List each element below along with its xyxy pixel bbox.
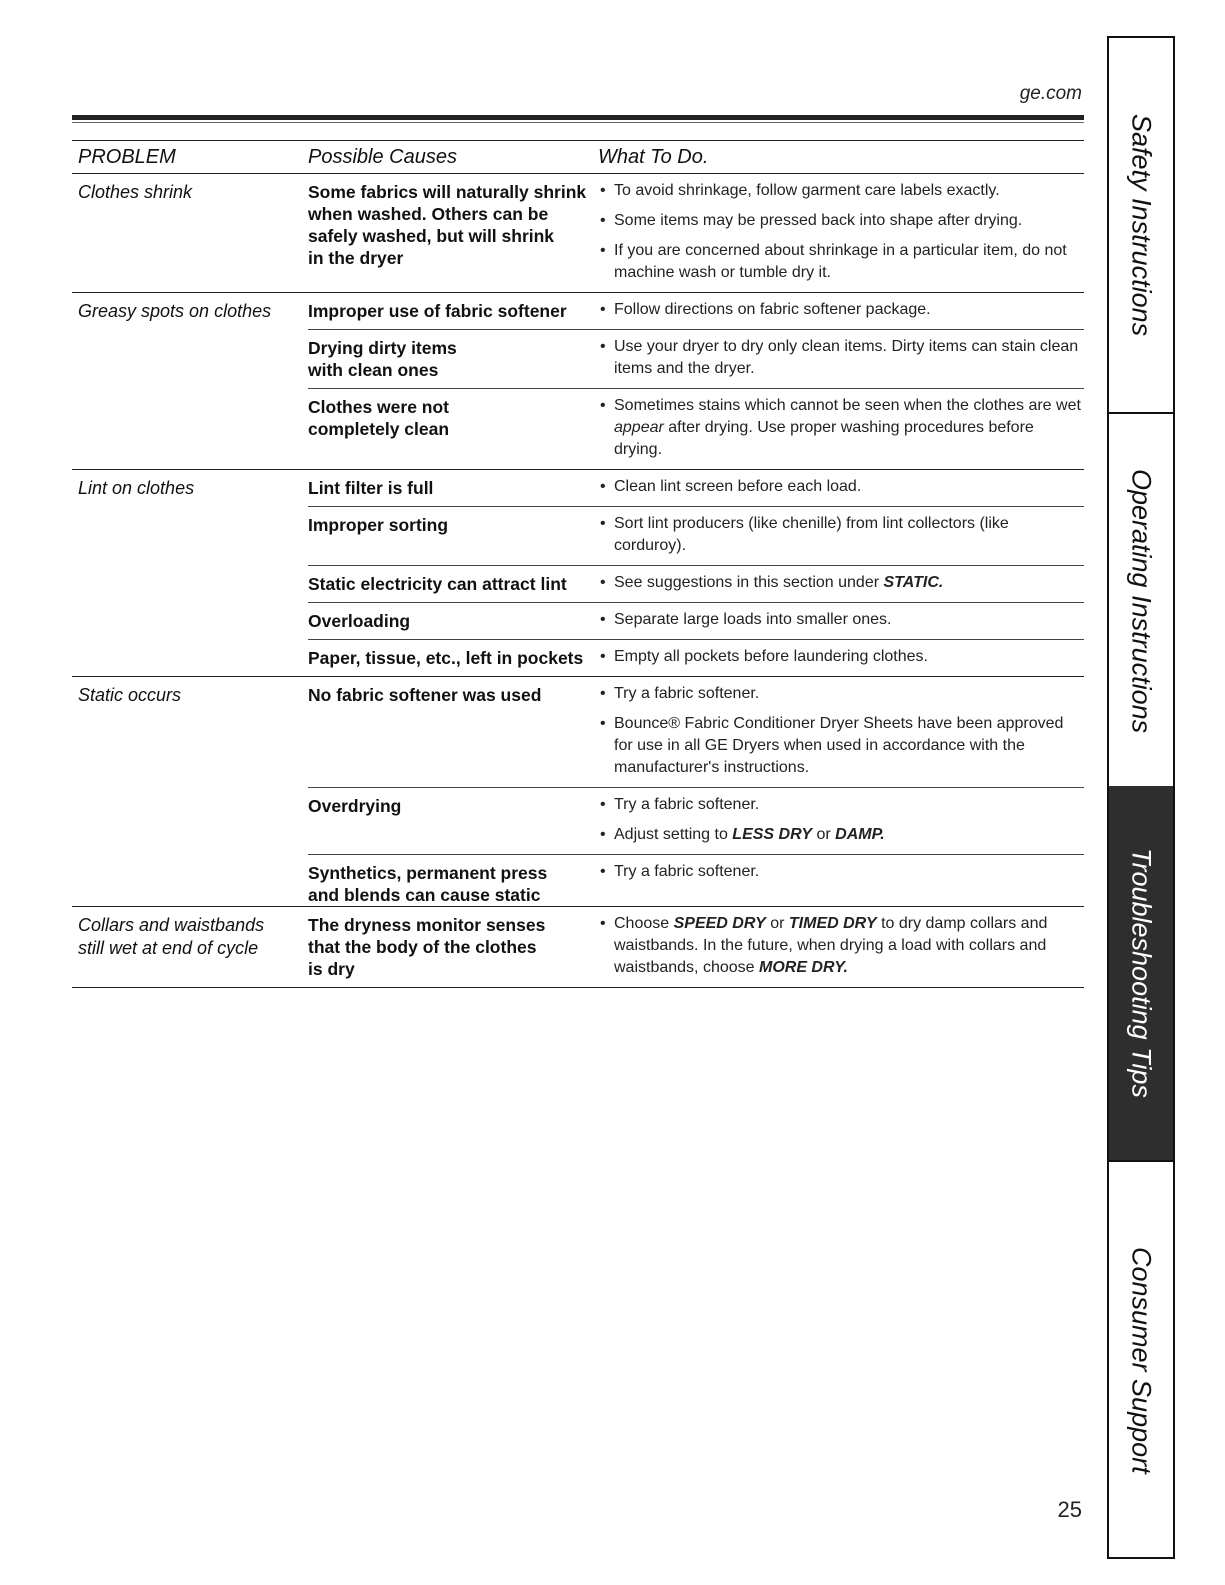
tab-label: Consumer Support xyxy=(1126,1247,1157,1474)
problem-cell: Static occurs xyxy=(78,685,182,705)
action-list xyxy=(598,174,1084,292)
cause-rows xyxy=(308,907,1084,987)
cause-cell: Clothes were not completely clean xyxy=(308,397,450,439)
table-row xyxy=(308,565,1084,602)
cause-cell: Drying dirty items with clean ones xyxy=(308,338,457,380)
action-list xyxy=(598,603,1084,639)
action-list xyxy=(598,855,1084,906)
action-item: • If you are concerned about shrinkage in a particular item, do not machine wash or tumble dry it. xyxy=(598,240,1084,284)
cause-cell: The dryness monitor senses that the body of the clothes is dry xyxy=(308,915,546,979)
page-number: 25 xyxy=(1057,1497,1082,1522)
troubleshooting-table xyxy=(72,140,1084,988)
action-item: • Some items may be pressed back into shape after drying. xyxy=(598,210,1084,232)
action-list xyxy=(598,389,1084,469)
problem-cell: Lint on clothes xyxy=(78,478,195,498)
tab-label: Troubleshooting Tips xyxy=(1126,848,1157,1098)
action-list xyxy=(598,677,1084,787)
cause-cell: Lint filter is full xyxy=(308,478,434,498)
action-item: • Choose SPEED DRY or TIMED DRY to dry damp collars and waistbands. In the future, when drying a load with collars and waistbands, choose MORE DRY. xyxy=(598,913,1084,979)
tab-troubleshooting-tips[interactable] xyxy=(1109,786,1173,1160)
header-rule xyxy=(72,115,1084,120)
tab-consumer-support[interactable] xyxy=(1109,1160,1173,1559)
column-header-what-to-do: What To Do. xyxy=(598,145,709,168)
section-tabs xyxy=(1107,36,1175,1559)
cause-cell: Overloading xyxy=(308,611,411,631)
cause-rows xyxy=(308,174,1084,292)
table-row xyxy=(308,907,1084,987)
action-item: • Follow directions on fabric softener package. xyxy=(598,299,1084,321)
action-list xyxy=(598,640,1084,676)
cause-cell: Overdrying xyxy=(308,796,402,816)
column-header-causes: Possible Causes xyxy=(308,145,457,168)
action-item: • Separate large loads into smaller ones. xyxy=(598,609,1084,631)
action-item: • Try a fabric softener. xyxy=(598,683,1084,705)
problem-group xyxy=(72,907,1084,988)
cause-cell: Paper, tissue, etc., left in pockets xyxy=(308,648,584,668)
problem-group xyxy=(72,470,1084,677)
table-row xyxy=(308,506,1084,565)
table-row xyxy=(308,293,1084,329)
action-list xyxy=(598,470,1084,506)
table-row xyxy=(308,854,1084,906)
header-rule-thin xyxy=(72,122,1084,123)
cause-cell: Synthetics, permanent press and blends can cause static xyxy=(308,863,548,905)
action-list xyxy=(598,907,1084,987)
table-row xyxy=(308,329,1084,388)
tab-safety-instructions[interactable] xyxy=(1109,38,1173,412)
table-row xyxy=(308,639,1084,676)
action-item: • Try a fabric softener. xyxy=(598,861,1084,883)
table-header xyxy=(72,140,1084,174)
problem-cell: Greasy spots on clothes xyxy=(78,301,272,321)
action-item: • Sort lint producers (like chenille) from lint collectors (like corduroy). xyxy=(598,513,1084,557)
problem-group xyxy=(72,677,1084,907)
cause-rows xyxy=(308,293,1084,469)
column-header-problem: PROBLEM xyxy=(78,145,176,168)
cause-rows xyxy=(308,677,1084,906)
table-row xyxy=(308,677,1084,787)
action-item: • Empty all pockets before laundering clothes. xyxy=(598,646,1084,668)
problem-group xyxy=(72,174,1084,293)
cause-cell: Improper use of fabric softener xyxy=(308,301,567,321)
action-item: • Try a fabric softener. xyxy=(598,794,1084,816)
tab-label: Safety Instructions xyxy=(1126,113,1157,337)
problem-group xyxy=(72,293,1084,470)
table-row xyxy=(308,388,1084,469)
action-item: • See suggestions in this section under STATIC. xyxy=(598,572,1084,594)
table-body xyxy=(72,174,1084,988)
action-list xyxy=(598,330,1084,388)
tab-label: Operating Instructions xyxy=(1126,468,1157,734)
action-item: • To avoid shrinkage, follow garment care labels exactly. xyxy=(598,180,1084,202)
action-item: • Bounce® Fabric Conditioner Dryer Sheets have been approved for use in all GE Dryers when used in accordance with the manufacturer's instructions. xyxy=(598,713,1084,779)
cause-rows xyxy=(308,470,1084,676)
action-item: • Clean lint screen before each load. xyxy=(598,476,1084,498)
action-list xyxy=(598,788,1084,854)
action-item: • Sometimes stains which cannot be seen when the clothes are wet appear after drying. Use proper washing procedures before drying. xyxy=(598,395,1084,461)
table-row xyxy=(308,602,1084,639)
problem-cell: Clothes shrink xyxy=(78,182,193,202)
tab-operating-instructions[interactable] xyxy=(1109,412,1173,788)
site-url: ge.com xyxy=(1019,83,1082,104)
action-item: • Use your dryer to dry only clean items. Dirty items can stain clean items and the dryer. xyxy=(598,336,1084,380)
table-row xyxy=(308,174,1084,292)
problem-cell: Collars and waistbands still wet at end of cycle xyxy=(78,915,265,958)
table-row xyxy=(308,470,1084,506)
cause-cell: No fabric softener was used xyxy=(308,685,542,705)
cause-cell: Some fabrics will naturally shrink when washed. Others can be safely washed, but will shrink in the dryer xyxy=(308,182,587,268)
action-list xyxy=(598,566,1084,602)
table-row xyxy=(308,787,1084,854)
cause-cell: Static electricity can attract lint xyxy=(308,574,567,594)
action-list xyxy=(598,507,1084,565)
cause-cell: Improper sorting xyxy=(308,515,449,535)
action-item: • Adjust setting to LESS DRY or DAMP. xyxy=(598,824,1084,846)
action-list xyxy=(598,293,1084,329)
